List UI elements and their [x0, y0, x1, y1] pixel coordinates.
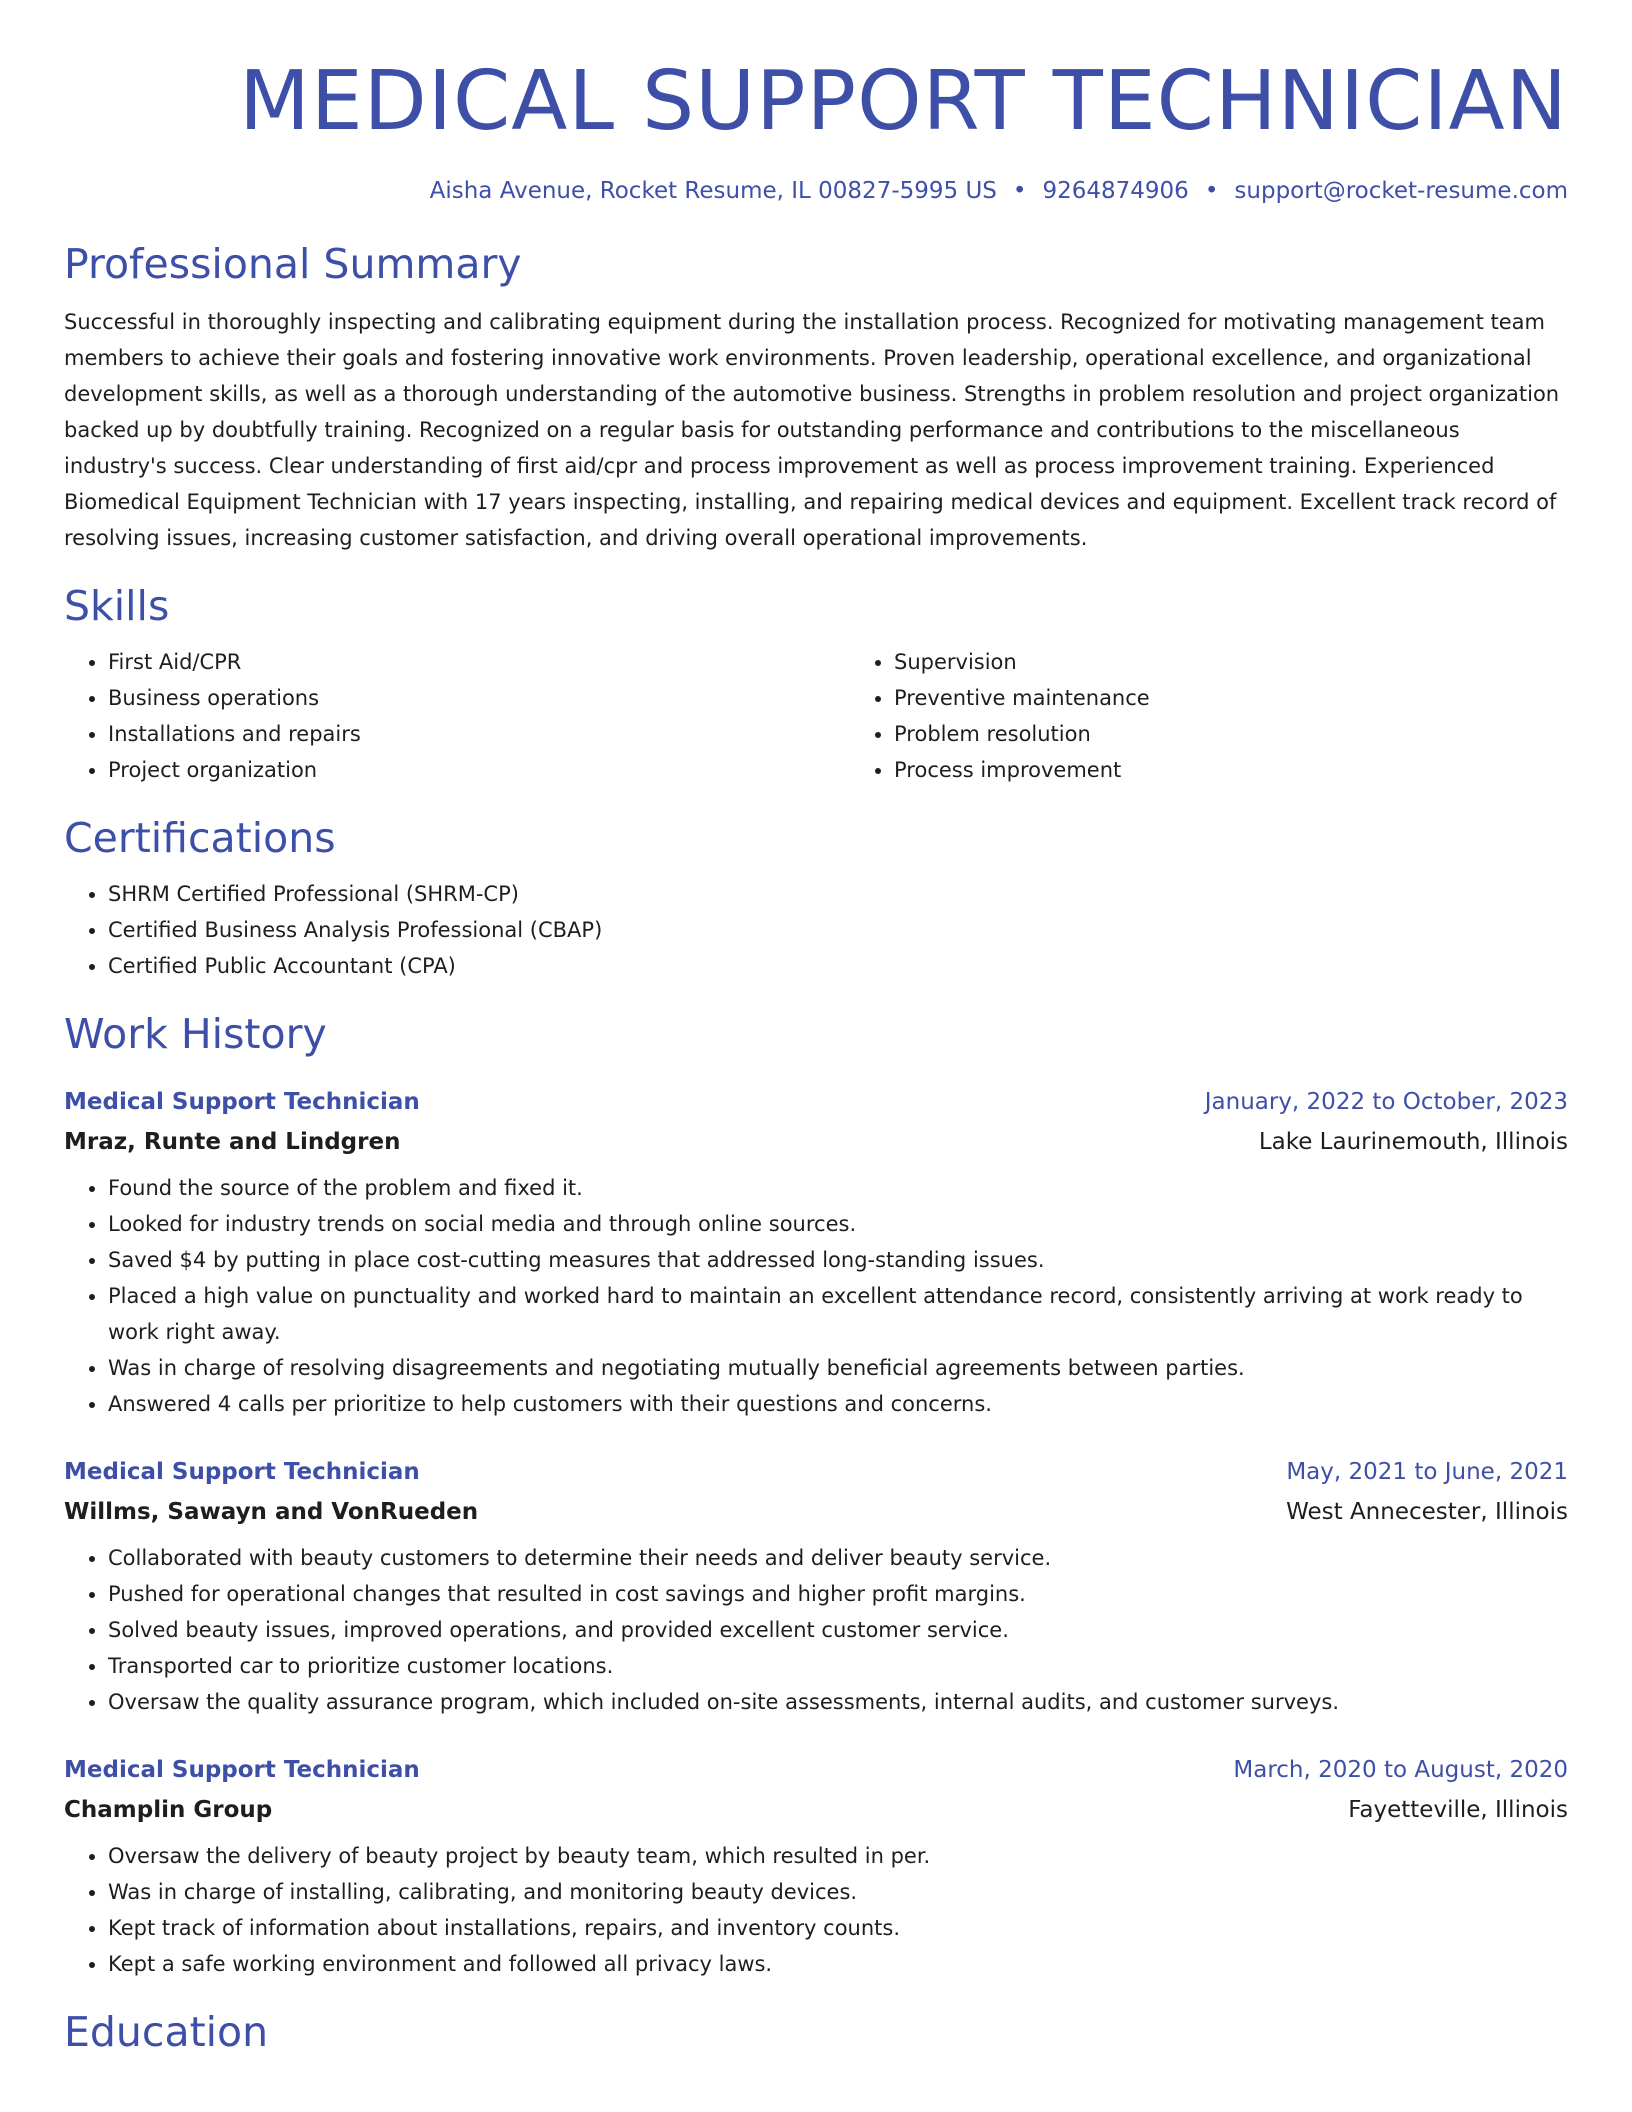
job-bullet: • Oversaw the delivery of beauty project by beauty team, which resulted in per. [108, 1838, 1568, 1874]
skill-item: • First Aid/CPR [108, 644, 850, 680]
summary-text: Successful in thoroughly inspecting and calibrating equipment during the installation process. Recognized for motivating management team members to achieve their goals and fostering innovative work environments. Proven leadership, operational excellence, and organizational development skills, as well as a thorough understanding of the automotive business. Strengths in problem resolution and project organization backed up by doubtfully training. Recognized on a regular basis for outstanding performance and contributions to the miscellaneous industry's success. Clear understanding of first aid/cpr and process improvement as well as process improvement training. Experienced Biomedical Equipment Technician with 17 years inspecting, installing, and repairing medical devices and equipment. Excellent track record of resolving issues, increasing customer satisfaction, and driving overall operational improvements. [64, 310, 1560, 550]
job-company: Mraz, Runte and Lindgren [64, 1129, 401, 1155]
job-location: Fayetteville, Illinois [1348, 1797, 1568, 1823]
job-bullet: • Looked for industry trends on social media and through online sources. [108, 1206, 1568, 1242]
job-bullet: • Placed a high value on punctuality and worked hard to maintain an excellent attendance record, consistently arriving at work ready to work right away. [108, 1278, 1568, 1350]
skills-list-left [64, 644, 850, 788]
skills-title: Skills [64, 582, 170, 630]
certification-item: • Certified Public Accountant (CPA) [108, 948, 1568, 984]
work-history-title: Work History [64, 1010, 327, 1058]
job-bullets [64, 1838, 1568, 1982]
job-company-row [64, 1790, 1568, 1830]
job-bullet: • Saved $4 by putting in place cost-cutting measures that addressed long-standing issues. [108, 1242, 1568, 1278]
job-bullet: • Answered 4 calls per prioritize to help customers with their questions and concerns. [108, 1386, 1568, 1422]
job-dates: March, 2020 to August, 2020 [1233, 1757, 1568, 1783]
job-bullet: • Was in charge of installing, calibrating, and monitoring beauty devices. [108, 1874, 1568, 1910]
job-company: Willms, Sawayn and VonRueden [64, 1499, 479, 1525]
job-bullet: • Kept track of information about installations, repairs, and inventory counts. [108, 1910, 1568, 1946]
job-dates: May, 2021 to June, 2021 [1286, 1459, 1568, 1485]
job-header-row [64, 1082, 1568, 1122]
skill-item: • Process improvement [894, 752, 1568, 788]
certification-item: • Certified Business Analysis Professional (CBAP) [108, 912, 1568, 948]
job-location: Lake Laurinemouth, Illinois [1258, 1129, 1568, 1155]
contact-email: support@rocket-resume.com [1234, 178, 1568, 204]
skills-grid [64, 644, 1568, 788]
contact-line [64, 176, 1568, 206]
skill-item: • Preventive maintenance [894, 680, 1568, 716]
contact-phone: 9264874906 [1042, 178, 1189, 204]
skill-item: • Supervision [894, 644, 1568, 680]
contact-address: Aisha Avenue, Rocket Resume, IL 00827-5995 US [429, 178, 997, 204]
job-bullet: • Kept a safe working environment and followed all privacy laws. [108, 1946, 1568, 1982]
skill-item: • Installations and repairs [108, 716, 850, 752]
job-title: Medical Support Technician [64, 1089, 420, 1115]
job-location: West Annecester, Illinois [1286, 1499, 1568, 1525]
job-company: Champlin Group [64, 1797, 273, 1823]
job-bullets [64, 1170, 1568, 1422]
job-bullet: • Found the source of the problem and fixed it. [108, 1170, 1568, 1206]
job-title: Medical Support Technician [64, 1459, 420, 1485]
summary-title: Professional Summary [64, 240, 522, 288]
job-bullet: • Transported car to prioritize customer locations. [108, 1648, 1568, 1684]
skill-item: • Problem resolution [894, 716, 1568, 752]
job-company-row [64, 1492, 1568, 1532]
job-bullets [64, 1540, 1568, 1720]
skills-list-right [850, 644, 1568, 788]
contact-separator: • [1012, 178, 1027, 204]
certifications-list [64, 876, 1568, 984]
job-entry [64, 1452, 1568, 1720]
job-bullet: • Collaborated with beauty customers to determine their needs and deliver beauty service. [108, 1540, 1568, 1576]
resume-header [64, 52, 1568, 206]
job-bullet: • Solved beauty issues, improved operations, and provided excellent customer service. [108, 1612, 1568, 1648]
job-entry [64, 1082, 1568, 1422]
summary-section [64, 238, 1568, 556]
job-dates: January, 2022 to October, 2023 [1204, 1089, 1568, 1115]
education-section [64, 2006, 1568, 2058]
contact-separator: • [1204, 178, 1219, 204]
job-header-row [64, 1750, 1568, 1790]
candidate-name: MEDICAL SUPPORT TECHNICIAN [239, 54, 1568, 149]
skills-section [64, 580, 1568, 788]
certifications-section [64, 812, 1568, 984]
education-title: Education [64, 2008, 269, 2056]
certifications-title: Certifications [64, 814, 336, 862]
certification-item: • SHRM Certified Professional (SHRM-CP) [108, 876, 1568, 912]
job-header-row [64, 1452, 1568, 1492]
job-bullet: • Pushed for operational changes that resulted in cost savings and higher profit margins. [108, 1576, 1568, 1612]
job-title: Medical Support Technician [64, 1757, 420, 1783]
skill-item: • Business operations [108, 680, 850, 716]
job-entry [64, 1750, 1568, 1982]
job-bullet: • Was in charge of resolving disagreements and negotiating mutually beneficial agreements between parties. [108, 1350, 1568, 1386]
job-bullet: • Oversaw the quality assurance program, which included on-site assessments, internal audits, and customer surveys. [108, 1684, 1568, 1720]
work-history-section [64, 1008, 1568, 1982]
skill-item: • Project organization [108, 752, 850, 788]
job-company-row [64, 1122, 1568, 1162]
